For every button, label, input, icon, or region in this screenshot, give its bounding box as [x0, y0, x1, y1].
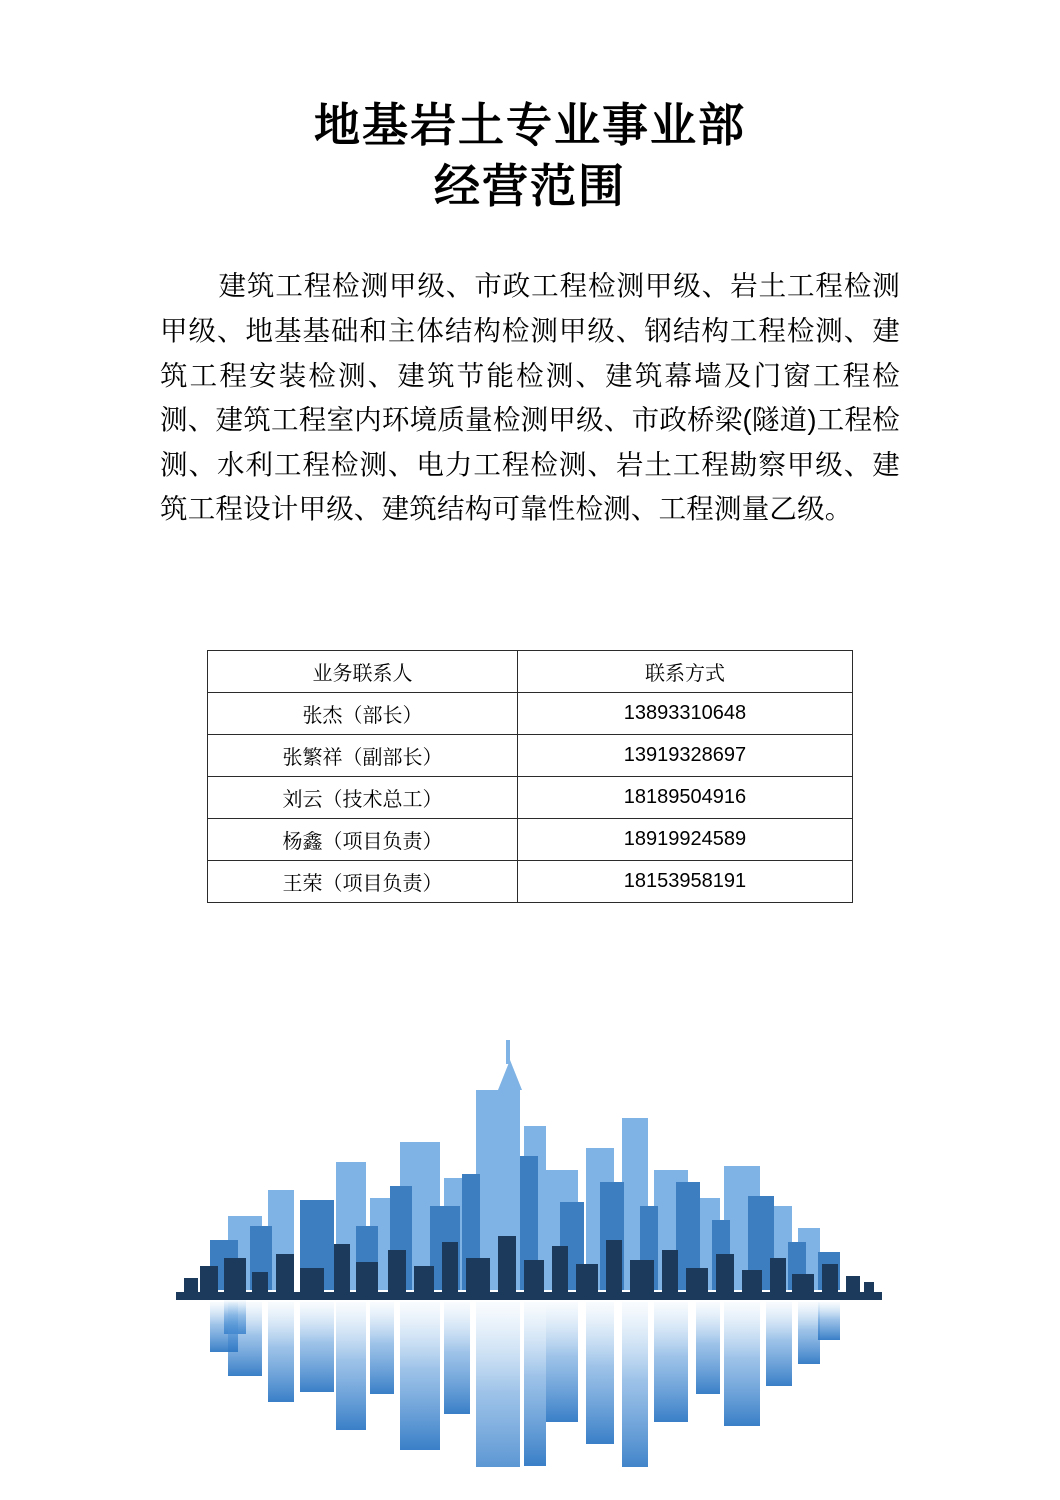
table-row [208, 734, 853, 776]
table-header-name: 业务联系人 [208, 650, 518, 692]
table-row [208, 818, 853, 860]
table-row [208, 860, 853, 902]
cell-name: 张繁祥（副部长） [208, 734, 518, 776]
cell-phone: 13919328697 [517, 734, 852, 776]
cell-phone: 18189504916 [517, 776, 852, 818]
table-row [208, 776, 853, 818]
cell-phone: 18919924589 [517, 818, 852, 860]
page-title [0, 0, 1060, 216]
cell-name: 刘云（技术总工） [208, 776, 518, 818]
table-header-phone: 联系方式 [517, 650, 852, 692]
title-line-1: 地基岩土专业事业部 [314, 99, 746, 151]
table-header-row [208, 650, 853, 692]
city-skyline-illustration [0, 1030, 1060, 1500]
table-row [208, 692, 853, 734]
scope-paragraph [160, 264, 900, 531]
contact-table [207, 650, 853, 903]
scope-text: 建筑工程检测甲级、市政工程检测甲级、岩土工程检测甲级、地基基础和主体结构检测甲级、钢结构工程检测、建筑工程安装检测、建筑节能检测、建筑幕墙及门窗工程检测、建筑工程室内环境质量检测甲级、市政桥梁(隧道)工程检测、水利工程检测、电力工程检测、岩土工程勘察甲级、建筑工程设计甲级、建筑结构可靠性检测、工程测量乙级。 [160, 270, 900, 525]
cell-name: 王荣（项目负责） [208, 860, 518, 902]
title-line-2: 经营范围 [434, 159, 626, 212]
cell-phone: 13893310648 [517, 692, 852, 734]
cell-name: 杨鑫（项目负责） [208, 818, 518, 860]
cell-name: 张杰（部长） [208, 692, 518, 734]
contact-table-container [207, 650, 853, 903]
cell-phone: 18153958191 [517, 860, 852, 902]
